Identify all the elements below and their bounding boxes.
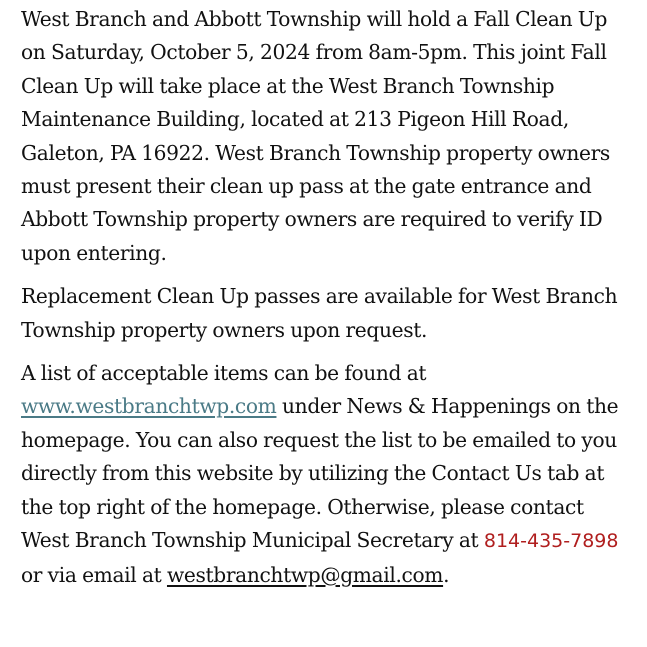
phone-number[interactable]: 814-435-7898 <box>483 530 619 553</box>
contact-info-paragraph <box>21 357 637 592</box>
items-list-text: A list of acceptable items can be found at <box>21 361 427 386</box>
event-details-paragraph: West Branch and Abbott Township will hold a Fall Clean Up on Saturday, October 5, 2024 from 8am-5pm. This joint Fall Clean Up will take place at the West Branch Township Maintenance Building, located at 213 Pigeon Hill Road, Galeton, PA 16922. West Branch Township property owners must present their clean up pass at the gate entrance and Abbott Township property owners are required to verify ID upon entering. <box>21 7 610 265</box>
email-intro-text: or via email at <box>21 562 167 587</box>
closing-period: . <box>443 562 450 587</box>
website-link[interactable]: www.westbranchtwp.com <box>21 394 277 419</box>
replacement-pass-paragraph: Replacement Clean Up passes are available for West Branch Township property owners upon request. <box>21 284 618 342</box>
email-link[interactable]: westbranchtwp@gmail.com <box>166 562 444 587</box>
instructions-text: under News & Happenings on the homepage. You can also request the list to be emailed to you directly from this website by utilizing the Contact Us tab at the top right of the homepage. Otherwise, please contact West Branch Township Municipal Secretary at <box>21 394 619 553</box>
